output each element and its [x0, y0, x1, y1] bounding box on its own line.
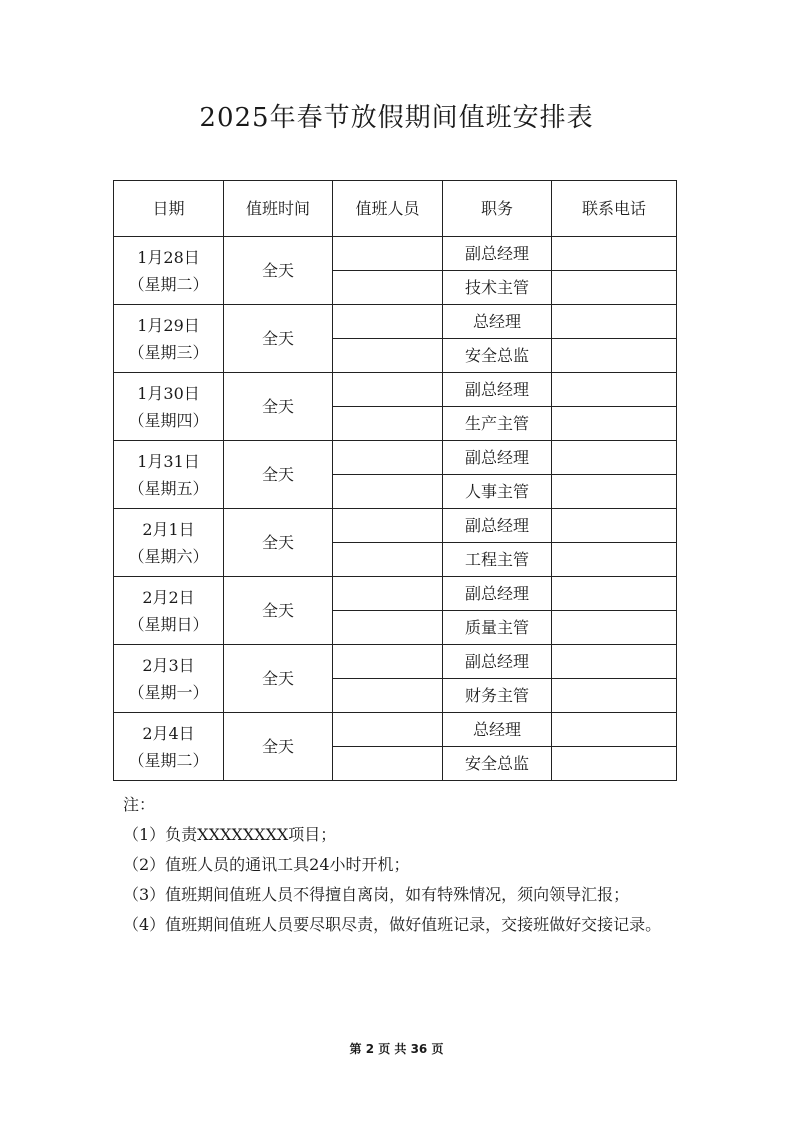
page-title: 2025年春节放假期间值班安排表 [199, 103, 594, 133]
position-cell: 副总经理 [443, 577, 552, 611]
date-cell [114, 373, 224, 441]
phone-cell [552, 679, 677, 713]
position-cell: 工程主管 [443, 543, 552, 577]
table-row [114, 441, 677, 475]
weekday-text: （星期二） [128, 750, 209, 770]
phone-cell [552, 713, 677, 747]
table-row [114, 237, 677, 271]
phone-cell [552, 373, 677, 407]
duty-person-cell [333, 543, 443, 577]
phone-cell [552, 339, 677, 373]
duty-person-cell [333, 237, 443, 271]
phone-cell [552, 543, 677, 577]
position-cell: 副总经理 [443, 237, 552, 271]
phone-cell [552, 441, 677, 475]
table-row [114, 713, 677, 747]
page-footer: 第 2 页 共 36 页 [349, 1042, 444, 1056]
duty-time-cell: 全天 [224, 713, 333, 781]
date-cell [114, 577, 224, 645]
notes-section [123, 790, 683, 940]
duty-time-cell: 全天 [224, 577, 333, 645]
date-text: 1月29日 [137, 315, 200, 335]
position-cell: 副总经理 [443, 509, 552, 543]
date-cell [114, 237, 224, 305]
header-phone: 联系电话 [552, 181, 677, 237]
position-cell: 总经理 [443, 713, 552, 747]
duty-time-cell: 全天 [224, 237, 333, 305]
note-item: （4）值班期间值班人员要尽职尽责，做好值班记录，交接班做好交接记录。 [123, 915, 662, 934]
weekday-text: （星期六） [128, 546, 209, 566]
header-duty-time: 值班时间 [224, 181, 333, 237]
position-cell: 副总经理 [443, 441, 552, 475]
date-cell [114, 645, 224, 713]
table-row [114, 509, 677, 543]
duty-time-cell: 全天 [224, 645, 333, 713]
duty-person-cell [333, 713, 443, 747]
date-text: 2月3日 [142, 655, 195, 675]
phone-cell [552, 475, 677, 509]
position-cell: 技术主管 [443, 271, 552, 305]
phone-cell [552, 237, 677, 271]
duty-person-cell [333, 679, 443, 713]
phone-cell [552, 271, 677, 305]
duty-person-cell [333, 305, 443, 339]
position-cell: 生产主管 [443, 407, 552, 441]
duty-time-cell: 全天 [224, 441, 333, 509]
date-cell [114, 713, 224, 781]
duty-person-cell [333, 577, 443, 611]
phone-cell [552, 509, 677, 543]
position-cell: 副总经理 [443, 373, 552, 407]
duty-person-cell [333, 747, 443, 781]
date-cell [114, 509, 224, 577]
date-cell [114, 441, 224, 509]
weekday-text: （星期二） [128, 274, 209, 294]
duty-person-cell [333, 373, 443, 407]
table-row [114, 305, 677, 339]
note-item: （1）负责XXXXXXXX项目； [123, 825, 337, 844]
phone-cell [552, 577, 677, 611]
phone-cell [552, 305, 677, 339]
phone-cell [552, 611, 677, 645]
note-item: （3）值班期间值班人员不得擅自离岗，如有特殊情况，须向领导汇报； [123, 885, 630, 904]
date-cell [114, 305, 224, 373]
position-cell: 安全总监 [443, 747, 552, 781]
table-row [114, 645, 677, 679]
duty-person-cell [333, 271, 443, 305]
duty-time-cell: 全天 [224, 305, 333, 373]
duty-person-cell [333, 441, 443, 475]
duty-person-cell [333, 475, 443, 509]
phone-cell [552, 407, 677, 441]
table-row [114, 373, 677, 407]
phone-cell [552, 645, 677, 679]
notes-heading: 注： [123, 795, 156, 814]
duty-person-cell [333, 339, 443, 373]
duty-person-cell [333, 407, 443, 441]
table-header-row [114, 181, 677, 237]
date-text: 2月4日 [142, 723, 195, 743]
duty-time-cell: 全天 [224, 509, 333, 577]
position-cell: 副总经理 [443, 645, 552, 679]
date-text: 2月1日 [142, 519, 195, 539]
phone-cell [552, 747, 677, 781]
date-text: 1月30日 [137, 383, 200, 403]
duty-schedule-table [113, 180, 677, 781]
note-item: （2）值班人员的通讯工具24小时开机； [123, 855, 410, 874]
header-position: 职务 [443, 181, 552, 237]
duty-person-cell [333, 611, 443, 645]
weekday-text: （星期三） [128, 342, 209, 362]
weekday-text: （星期一） [128, 682, 209, 702]
position-cell: 质量主管 [443, 611, 552, 645]
position-cell: 财务主管 [443, 679, 552, 713]
duty-person-cell [333, 645, 443, 679]
header-date: 日期 [114, 181, 224, 237]
notes-list [123, 820, 683, 940]
header-duty-person: 值班人员 [333, 181, 443, 237]
position-cell: 人事主管 [443, 475, 552, 509]
weekday-text: （星期日） [128, 614, 209, 634]
duty-time-cell: 全天 [224, 373, 333, 441]
weekday-text: （星期四） [128, 410, 209, 430]
weekday-text: （星期五） [128, 478, 209, 498]
position-cell: 总经理 [443, 305, 552, 339]
table-body [114, 237, 677, 781]
date-text: 1月31日 [137, 451, 200, 471]
table-row [114, 577, 677, 611]
position-cell: 安全总监 [443, 339, 552, 373]
date-text: 2月2日 [142, 587, 195, 607]
date-text: 1月28日 [137, 247, 200, 267]
duty-person-cell [333, 509, 443, 543]
